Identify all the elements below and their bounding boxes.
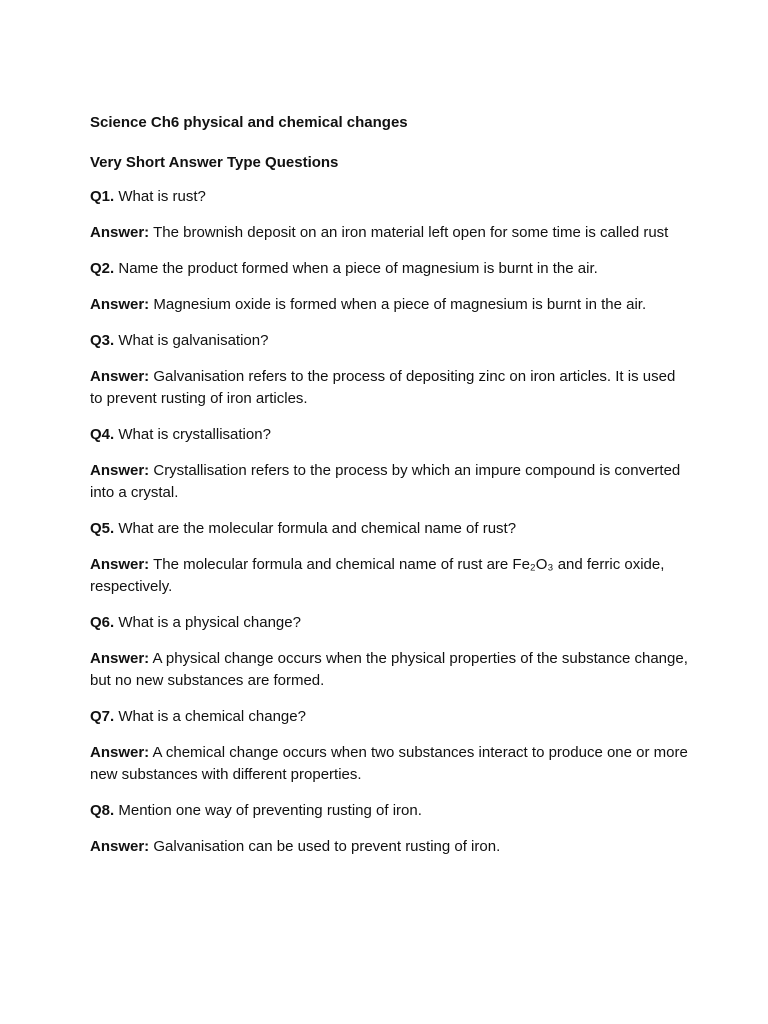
answer-text: Magnesium oxide is formed when a piece of magnesium is burnt in the air. xyxy=(153,296,647,313)
answer-text: Galvanisation refers to the process of depositing zinc on iron articles. It is used to prevent rusting of iron articles. xyxy=(90,368,676,407)
question-label: Q4. xyxy=(90,426,115,443)
question xyxy=(90,800,690,822)
answer xyxy=(90,222,690,244)
answer-label: Answer: xyxy=(90,744,150,761)
question-label: Q7. xyxy=(90,708,115,725)
question xyxy=(90,518,690,540)
qa-item-8 xyxy=(90,800,690,858)
answer xyxy=(90,294,690,316)
document-title: Science Ch6 physical and chemical changes xyxy=(90,114,408,131)
question-text: What is crystallisation? xyxy=(118,426,271,443)
answer-label: Answer: xyxy=(90,556,150,573)
question xyxy=(90,706,690,728)
qa-item-4 xyxy=(90,424,690,504)
answer-label: Answer: xyxy=(90,224,150,241)
question-text: What is rust? xyxy=(118,188,206,205)
question-label: Q2. xyxy=(90,260,115,277)
document-body xyxy=(90,112,690,872)
question-label: Q6. xyxy=(90,614,115,631)
question-label: Q1. xyxy=(90,188,115,205)
answer-text: A physical change occurs when the physical properties of the substance change, but no new substances are formed. xyxy=(90,650,688,689)
answer-text: The brownish deposit on an iron material left open for some time is called rust xyxy=(153,224,669,241)
answer-text: A chemical change occurs when two substances interact to produce one or more new substances with different properties. xyxy=(90,744,688,783)
qa-item-7 xyxy=(90,706,690,786)
answer xyxy=(90,366,690,410)
answer-text: Galvanisation can be used to prevent rusting of iron. xyxy=(153,838,501,855)
question-text: What is a physical change? xyxy=(118,614,301,631)
answer xyxy=(90,742,690,786)
answer-text: The molecular formula and chemical name of rust are Fe₂O₃ and ferric oxide, respectively. xyxy=(90,556,665,595)
question-text: What is galvanisation? xyxy=(118,332,269,349)
qa-item-6 xyxy=(90,612,690,692)
answer xyxy=(90,836,690,858)
question xyxy=(90,330,690,352)
answer-label: Answer: xyxy=(90,296,150,313)
answer xyxy=(90,648,690,692)
question xyxy=(90,258,690,280)
qa-item-1 xyxy=(90,186,690,244)
question xyxy=(90,186,690,208)
question xyxy=(90,424,690,446)
question xyxy=(90,612,690,634)
question-text: Name the product formed when a piece of magnesium is burnt in the air. xyxy=(118,260,598,277)
question-text: What is a chemical change? xyxy=(118,708,306,725)
answer-label: Answer: xyxy=(90,368,150,385)
question-text: Mention one way of preventing rusting of iron. xyxy=(118,802,422,819)
qa-item-5 xyxy=(90,518,690,598)
question-text: What are the molecular formula and chemical name of rust? xyxy=(118,520,517,537)
answer-label: Answer: xyxy=(90,650,150,667)
section-heading: Very Short Answer Type Questions xyxy=(90,154,339,171)
qa-item-3 xyxy=(90,330,690,410)
answer-text: Crystallisation refers to the process by which an impure compound is converted into a crystal. xyxy=(90,462,681,501)
question-label: Q8. xyxy=(90,802,115,819)
question-label: Q5. xyxy=(90,520,115,537)
answer xyxy=(90,554,690,598)
answer-label: Answer: xyxy=(90,838,150,855)
answer-label: Answer: xyxy=(90,462,150,479)
answer xyxy=(90,460,690,504)
qa-item-2 xyxy=(90,258,690,316)
question-label: Q3. xyxy=(90,332,115,349)
